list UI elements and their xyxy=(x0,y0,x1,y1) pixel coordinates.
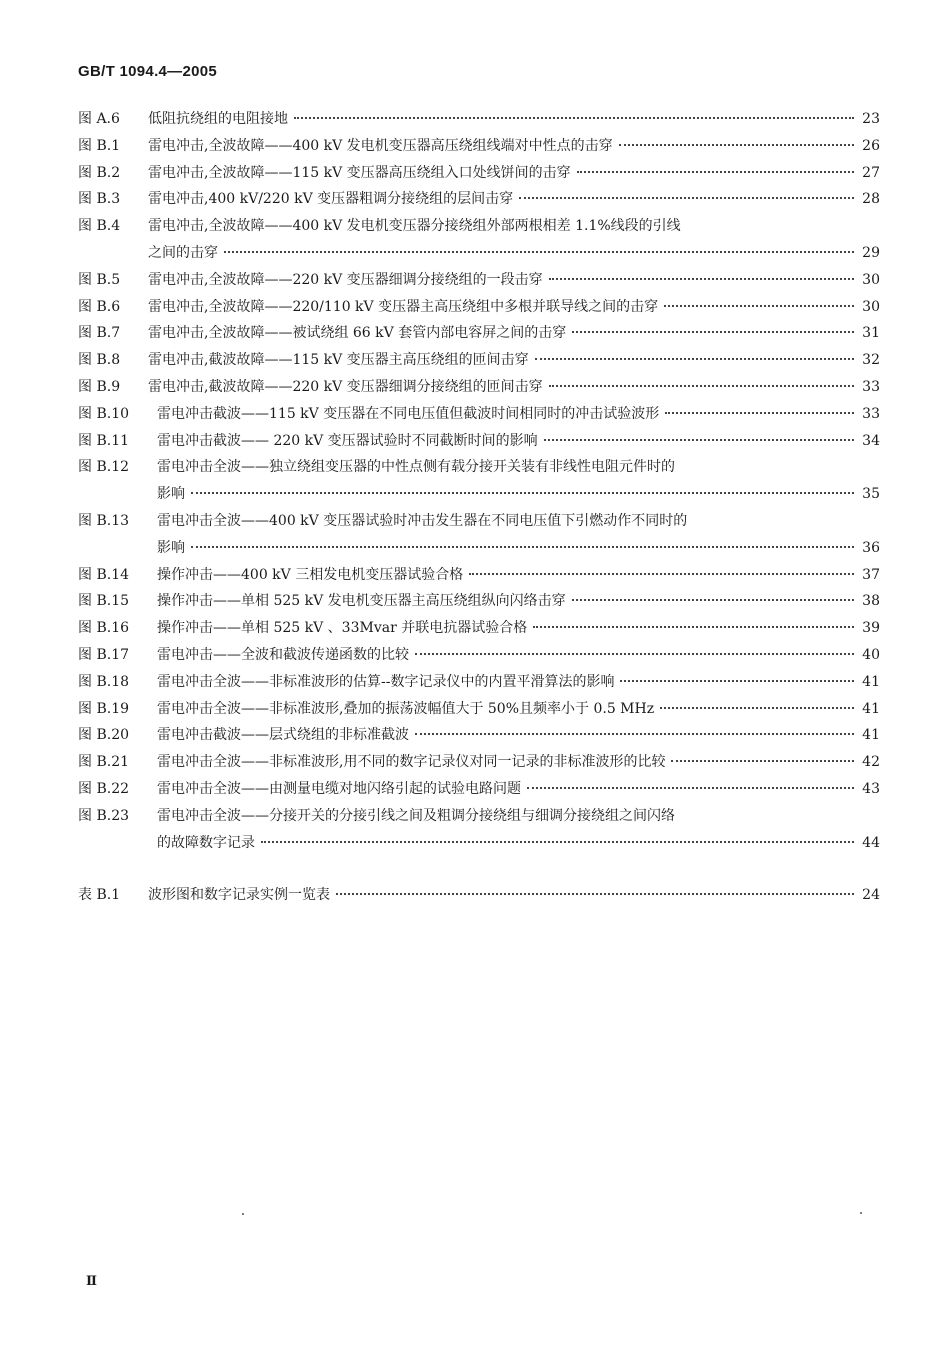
entry-title: 雷电冲击——全波和截波传递函数的比较 xyxy=(157,646,409,663)
dot-leader xyxy=(415,733,854,735)
entry-label: 图 B.4 xyxy=(78,218,121,235)
toc-entry xyxy=(78,456,880,483)
dot-leader xyxy=(619,144,854,146)
toc-entry xyxy=(78,617,880,644)
entry-label: 表 B.1 xyxy=(78,887,121,904)
toc-entry xyxy=(78,644,880,671)
toc-entry xyxy=(78,349,880,376)
entry-title: 雷电冲击,截波故障——220 kV 变压器细调分接绕组的匝间击穿 xyxy=(148,378,543,395)
dot-leader xyxy=(535,358,854,360)
toc-entry xyxy=(78,510,880,537)
toc-entry xyxy=(78,590,880,617)
entry-title: 波形图和数字记录实例一览表 xyxy=(148,887,330,904)
dot-leader xyxy=(191,546,854,548)
entry-title: 雷电冲击全波——非标准波形的估算--数字记录仪中的内置平滑算法的影响 xyxy=(157,673,615,690)
entry-page-number: 31 xyxy=(862,325,880,342)
entry-page-number: 34 xyxy=(862,432,880,449)
toc-entry-continuation xyxy=(78,832,880,859)
entry-label: 图 B.14 xyxy=(78,566,130,583)
entry-label: 图 B.7 xyxy=(78,325,121,342)
entry-label: 图 B.3 xyxy=(78,191,121,208)
entry-label: 图 B.8 xyxy=(78,352,121,369)
dot-leader xyxy=(527,787,854,789)
entry-title: 雷电冲击,全波故障——400 kV 发电机变压器分接绕组外部两根相差 1.1%线段的引线 xyxy=(148,218,681,235)
entry-title: 雷电冲击截波—— 220 kV 变压器试验时不同截断时间的影响 xyxy=(157,432,538,449)
entry-title: 雷电冲击,400 kV/220 kV 变压器粗调分接绕组的层间击穿 xyxy=(148,191,514,208)
entry-label: 图 B.20 xyxy=(78,727,130,744)
toc-entry-continuation xyxy=(78,537,880,564)
entry-page-number: 38 xyxy=(862,593,880,610)
dot-leader xyxy=(415,653,854,655)
entry-page-number: 23 xyxy=(862,111,880,127)
toc-entry xyxy=(78,671,880,698)
toc-entry xyxy=(78,296,880,323)
dot-leader xyxy=(224,251,854,253)
dot-leader xyxy=(660,707,854,709)
entry-page-number: 28 xyxy=(862,191,880,208)
entry-page-number: 36 xyxy=(862,539,880,556)
entry-label: 图 A.6 xyxy=(78,111,120,127)
entry-page-number: 26 xyxy=(862,137,880,154)
entry-title: 雷电冲击,全波故障——115 kV 变压器高压绕组入口处线饼间的击穿 xyxy=(148,164,571,181)
dot-leader xyxy=(549,385,854,387)
entry-title: 操作冲击——单相 525 kV 发电机变压器主高压绕组纵向闪络击穿 xyxy=(157,593,566,610)
toc-entry xyxy=(78,884,880,911)
dot-leader xyxy=(469,573,854,575)
entry-title: 雷电冲击全波——独立绕组变压器的中性点侧有载分接开关装有非线性电阻元件时的 xyxy=(157,459,675,476)
scan-speck xyxy=(860,1212,862,1214)
entry-title: 雷电冲击,全波故障——被试绕组 66 kV 套管内部电容屏之间的击穿 xyxy=(148,325,567,342)
entry-page-number: 30 xyxy=(862,271,880,288)
dot-leader xyxy=(671,760,854,762)
entry-label: 图 B.2 xyxy=(78,164,121,181)
entry-title: 雷电冲击全波——分接开关的分接引线之间及粗调分接绕组与细调分接绕组之间闪络 xyxy=(157,807,675,824)
document-header: GB/T 1094.4—2005 xyxy=(78,63,218,80)
entry-label: 图 B.11 xyxy=(78,432,130,449)
dot-leader xyxy=(191,492,854,494)
entry-label: 图 B.5 xyxy=(78,271,121,288)
entry-label: 图 B.13 xyxy=(78,512,130,529)
entry-page-number: 39 xyxy=(862,620,880,637)
entry-title: 低阻抗绕组的电阻接地 xyxy=(148,111,288,127)
dot-leader xyxy=(665,412,854,414)
toc-entry xyxy=(78,698,880,725)
entry-page-number: 41 xyxy=(862,673,880,690)
entry-page-number: 30 xyxy=(862,298,880,315)
toc-entry xyxy=(78,162,880,189)
dot-leader xyxy=(549,278,854,280)
dot-leader xyxy=(519,197,854,199)
entry-label: 图 B.9 xyxy=(78,378,121,395)
entry-page-number: 44 xyxy=(862,834,880,851)
toc-entry xyxy=(78,215,880,242)
entry-page-number: 41 xyxy=(862,727,880,744)
entry-title: 雷电冲击全波——非标准波形,叠加的振荡波幅值大于 50%且频率小于 0.5 MHz xyxy=(157,700,655,717)
dot-leader xyxy=(544,439,854,441)
entry-label: 图 B.23 xyxy=(78,807,130,824)
entry-title: 操作冲击——400 kV 三相发电机变压器试验合格 xyxy=(157,566,464,583)
page-number-roman: Ⅱ xyxy=(86,1274,97,1289)
entry-title: 雷电冲击截波——115 kV 变压器在不同电压值但截波时间相同时的冲击试验波形 xyxy=(157,405,660,422)
entry-page-number: 42 xyxy=(862,754,880,771)
dot-leader xyxy=(664,305,854,307)
entry-page-number: 24 xyxy=(862,887,880,904)
dot-leader xyxy=(294,117,854,119)
entry-page-number: 29 xyxy=(862,244,880,261)
dot-leader xyxy=(620,680,854,682)
toc-entry xyxy=(78,430,880,457)
entry-title-continuation: 影响 xyxy=(157,486,185,503)
entry-page-number: 37 xyxy=(862,566,880,583)
entry-label: 图 B.6 xyxy=(78,298,121,315)
entry-label: 图 B.21 xyxy=(78,754,130,771)
toc-entry xyxy=(78,564,880,591)
entry-title-continuation: 的故障数字记录 xyxy=(157,834,255,851)
toc-entry xyxy=(78,135,880,162)
toc-entry xyxy=(78,188,880,215)
entry-label: 图 B.17 xyxy=(78,646,130,663)
entry-title: 雷电冲击截波——层式绕组的非标准截波 xyxy=(157,727,409,744)
entry-title: 雷电冲击,全波故障——220 kV 变压器细调分接绕组的一段击穿 xyxy=(148,271,543,288)
toc-entry xyxy=(78,751,880,778)
entry-page-number: 41 xyxy=(862,700,880,717)
entry-label: 图 B.15 xyxy=(78,593,130,610)
dot-leader xyxy=(577,171,854,173)
section-gap xyxy=(78,858,880,884)
entry-title: 雷电冲击,全波故障——220/110 kV 变压器主高压绕组中多根并联导线之间的击穿 xyxy=(148,298,659,315)
dot-leader xyxy=(533,626,854,628)
entry-page-number: 33 xyxy=(862,405,880,422)
dot-leader xyxy=(336,893,854,895)
dot-leader xyxy=(261,841,854,843)
toc-entry-continuation xyxy=(78,483,880,510)
entry-title-continuation: 影响 xyxy=(157,539,185,556)
toc-entry xyxy=(78,322,880,349)
dot-leader xyxy=(572,331,854,333)
toc-entry-continuation xyxy=(78,242,880,269)
toc-entry xyxy=(78,269,880,296)
entry-title: 雷电冲击,全波故障——400 kV 发电机变压器高压绕组线端对中性点的击穿 xyxy=(148,137,613,154)
toc-entry xyxy=(78,108,880,135)
entry-page-number: 40 xyxy=(862,646,880,663)
entry-title: 雷电冲击全波——由测量电缆对地闪络引起的试验电路问题 xyxy=(157,780,521,797)
entry-label: 图 B.12 xyxy=(78,459,130,476)
entry-page-number: 32 xyxy=(862,352,880,369)
entry-page-number: 33 xyxy=(862,378,880,395)
entry-page-number: 35 xyxy=(862,486,880,503)
toc-entry xyxy=(78,403,880,430)
entry-page-number: 43 xyxy=(862,780,880,797)
entry-label: 图 B.22 xyxy=(78,780,130,797)
entry-label: 图 B.18 xyxy=(78,673,130,690)
entry-page-number: 27 xyxy=(862,164,880,181)
toc-entry xyxy=(78,778,880,805)
entry-title: 雷电冲击全波——非标准波形,用不同的数字记录仪对同一记录的非标准波形的比较 xyxy=(157,754,666,771)
toc-entry xyxy=(78,805,880,832)
entry-title: 雷电冲击全波——400 kV 变压器试验时冲击发生器在不同电压值下引燃动作不同时的 xyxy=(157,512,688,529)
entry-title: 操作冲击——单相 525 kV 、33Mvar 并联电抗器试验合格 xyxy=(157,620,528,637)
entry-label: 图 B.16 xyxy=(78,620,130,637)
entry-title-continuation: 之间的击穿 xyxy=(148,244,218,261)
entry-label: 图 B.10 xyxy=(78,405,130,422)
dot-leader xyxy=(572,599,854,601)
entry-label: 图 B.1 xyxy=(78,137,121,154)
toc-entry xyxy=(78,376,880,403)
toc-entry xyxy=(78,724,880,751)
table-of-contents xyxy=(78,108,880,911)
scan-speck xyxy=(242,1213,244,1215)
entry-label: 图 B.19 xyxy=(78,700,130,717)
entry-title: 雷电冲击,截波故障——115 kV 变压器主高压绕组的匝间击穿 xyxy=(148,352,529,369)
